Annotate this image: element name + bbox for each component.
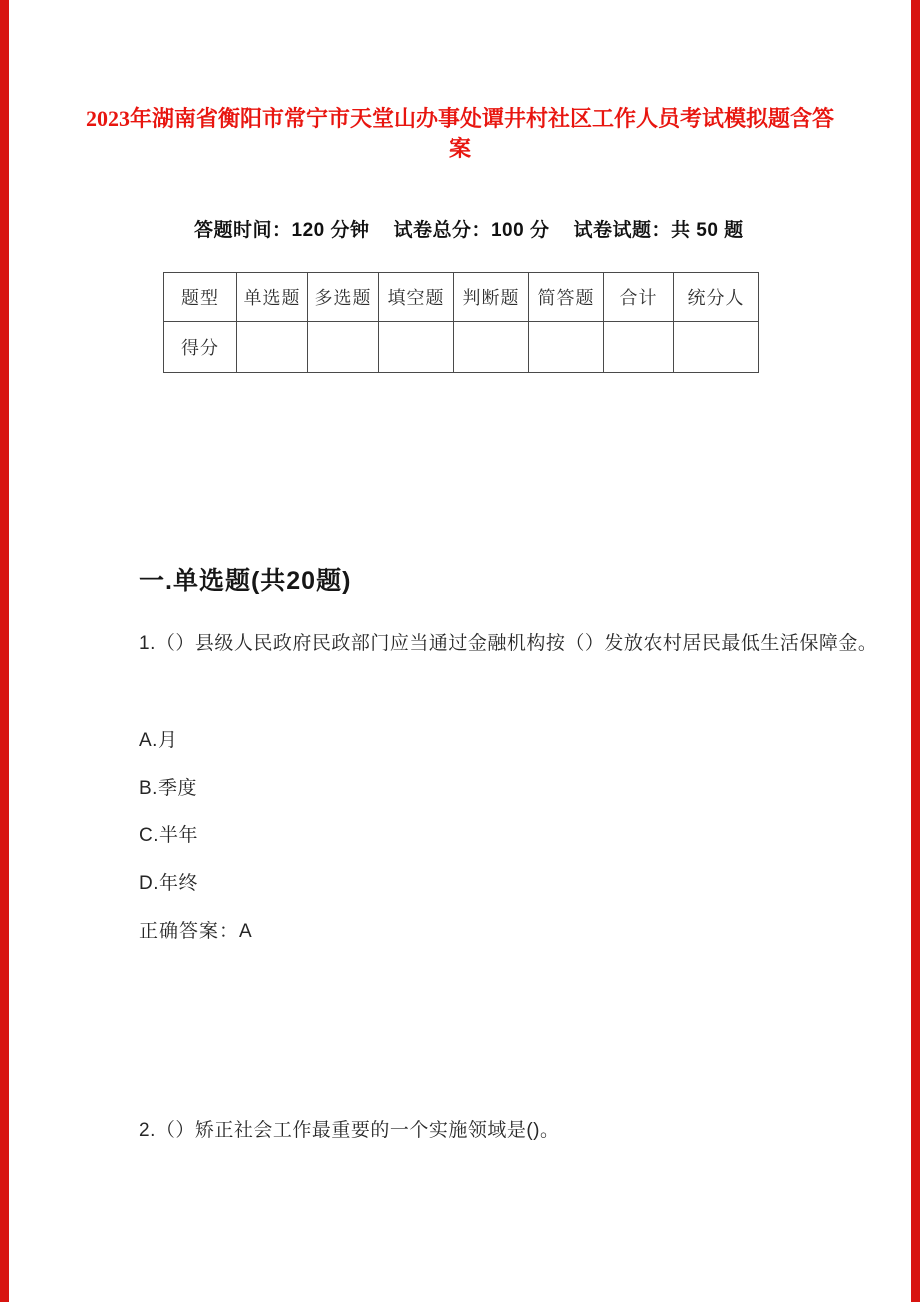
score-table-header-row — [164, 273, 759, 322]
header-total: 合计 — [604, 273, 674, 322]
exam-total-score: 试卷总分：100 分 — [393, 220, 550, 241]
header-scorer: 统分人 — [674, 273, 759, 322]
score-cell — [529, 322, 604, 373]
question-1-option-b: B.季度 — [139, 778, 197, 799]
question-1-text: 1.（）县级人民政府民政部门应当通过金融机构按（）发放农村居民最低生活保障金。 — [139, 633, 878, 654]
question-1-option-d: D.年终 — [139, 873, 199, 894]
exam-total-questions: 试卷试题：共 50 题 — [573, 220, 744, 241]
score-cell — [674, 322, 759, 373]
score-table — [163, 272, 759, 373]
left-red-border — [0, 0, 9, 1302]
header-true-false: 判断题 — [454, 273, 529, 322]
question-1-option-a: A.月 — [139, 730, 178, 751]
section-heading-single-choice: 一.单选题(共20题) — [139, 567, 352, 595]
header-single-choice: 单选题 — [237, 273, 308, 322]
score-cell — [237, 322, 308, 373]
page-title-line1: 2023年湖南省衡阳市常宁市天堂山办事处谭井村社区工作人员考试模拟题含答 — [85, 106, 834, 131]
header-question-type: 题型 — [164, 273, 237, 322]
exam-time: 答题时间：120 分钟 — [194, 220, 370, 241]
score-table-value-row — [164, 322, 759, 373]
right-red-border — [911, 0, 920, 1302]
score-cell — [308, 322, 379, 373]
header-fill-blank: 填空题 — [379, 273, 454, 322]
score-row-label: 得分 — [164, 322, 237, 373]
question-1-correct-answer: 正确答案：A — [139, 921, 253, 942]
score-cell — [604, 322, 674, 373]
page-title — [60, 104, 860, 164]
question-2-text: 2.（）矫正社会工作最重要的一个实施领域是()。 — [139, 1120, 560, 1141]
header-short-answer: 简答题 — [529, 273, 604, 322]
score-cell — [454, 322, 529, 373]
header-multi-choice: 多选题 — [308, 273, 379, 322]
score-cell — [379, 322, 454, 373]
exam-info-line — [194, 215, 744, 242]
page-title-line2: 案 — [448, 136, 471, 161]
question-1-option-c: C.半年 — [139, 825, 199, 846]
